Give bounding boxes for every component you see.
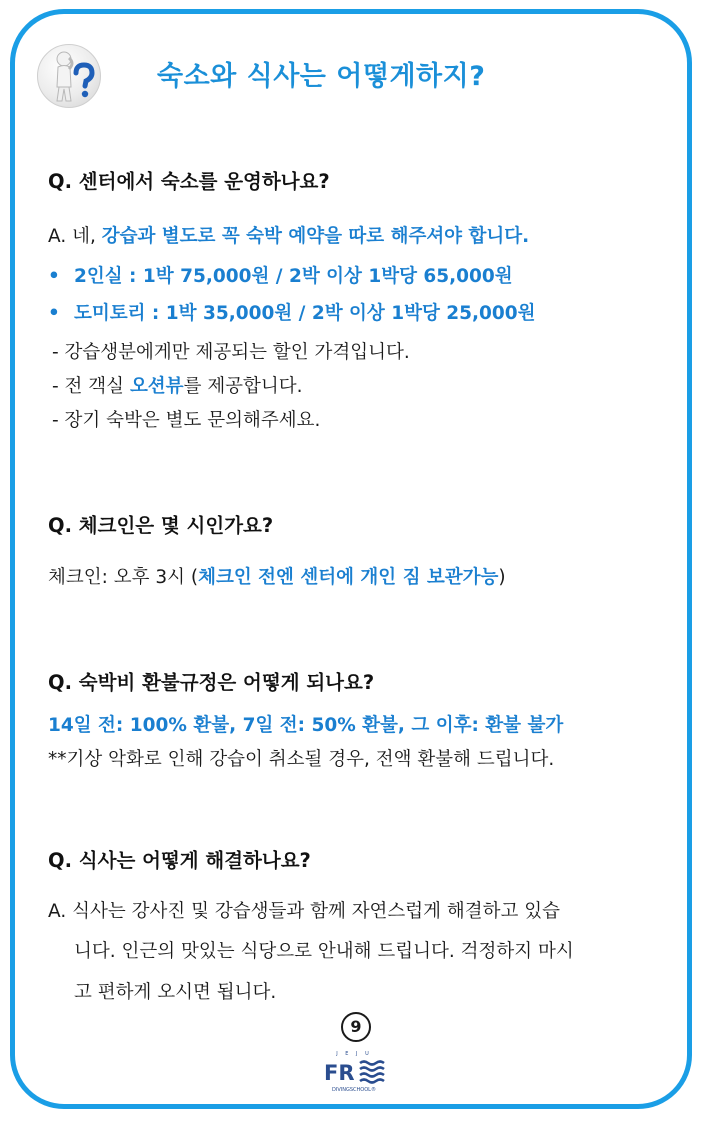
faq-answer-checkin: [48, 563, 506, 589]
note-suffix: 를 제공합니다.: [183, 376, 303, 397]
logo-main-text: FR: [324, 1061, 355, 1085]
faq-answer-accommodation: [48, 222, 529, 248]
logo-top-text: J E J U: [336, 1051, 372, 1057]
note-long-stay: - 장기 숙박은 별도 문의해주세요.: [52, 410, 321, 431]
bullet-text: 2인실 : 1박 75,000원 / 2박 이상 1박당 65,000원: [74, 266, 513, 287]
answer-prefix: A. 네,: [48, 226, 102, 247]
freediving-school-logo: [318, 1048, 390, 1096]
note-highlight: 오션뷰: [129, 376, 184, 397]
faq-question-refund: Q. 숙박비 환불규정은 어떻게 되나요?: [48, 671, 375, 694]
checkin-suffix: ): [498, 567, 506, 588]
meals-answer-line-2: 니다. 인근의 맛있는 식당으로 안내해 드립니다. 걱정하지 마시: [74, 941, 574, 962]
checkin-highlight: 체크인 전엔 센터에 개인 짐 보관가능: [198, 567, 499, 588]
meals-answer-line-3: 고 편하게 오시면 됩니다.: [74, 982, 277, 1003]
bullet-dormitory: [48, 299, 536, 325]
question-figure-icon: [37, 44, 101, 108]
faq-question-accommodation: Q. 센터에서 숙소를 운영하나요?: [48, 170, 330, 193]
bullet-dot: •: [48, 303, 60, 324]
checkin-prefix: 체크인: 오후 3시 (: [48, 567, 199, 588]
answer-highlight: 강습과 별도로 꼭 숙박 예약을 따로 해주셔야 합니다.: [101, 226, 530, 247]
waves-icon: [360, 1062, 384, 1083]
note-prefix: - 전 객실: [52, 376, 130, 397]
logo-sub-text: DIVINGSCHOOL®: [332, 1087, 376, 1093]
meals-answer-line-1: A. 식사는 강사진 및 강습생들과 함께 자연스럽게 해결하고 있습: [48, 901, 561, 922]
refund-policy: 14일 전: 100% 환불, 7일 전: 50% 환불, 그 이후: 환불 불가: [48, 715, 564, 736]
header: [37, 44, 677, 108]
faq-question-checkin: Q. 체크인은 몇 시인가요?: [48, 514, 274, 537]
page-title: 숙소와 식사는 어떻게하지?: [157, 61, 486, 92]
refund-note: **기상 악화로 인해 강습이 취소될 경우, 전액 환불해 드립니다.: [48, 749, 555, 770]
note-discount: - 강습생분에게만 제공되는 할인 가격입니다.: [52, 342, 410, 363]
bullet-text: 도미토리 : 1박 35,000원 / 2박 이상 1박당 25,000원: [74, 303, 536, 324]
bullet-dot: •: [48, 266, 60, 287]
note-ocean-view: [52, 372, 303, 398]
bullet-double-room: [48, 262, 513, 288]
faq-question-meals: Q. 식사는 어떻게 해결하나요?: [48, 849, 311, 872]
page-number: 9: [341, 1012, 371, 1042]
